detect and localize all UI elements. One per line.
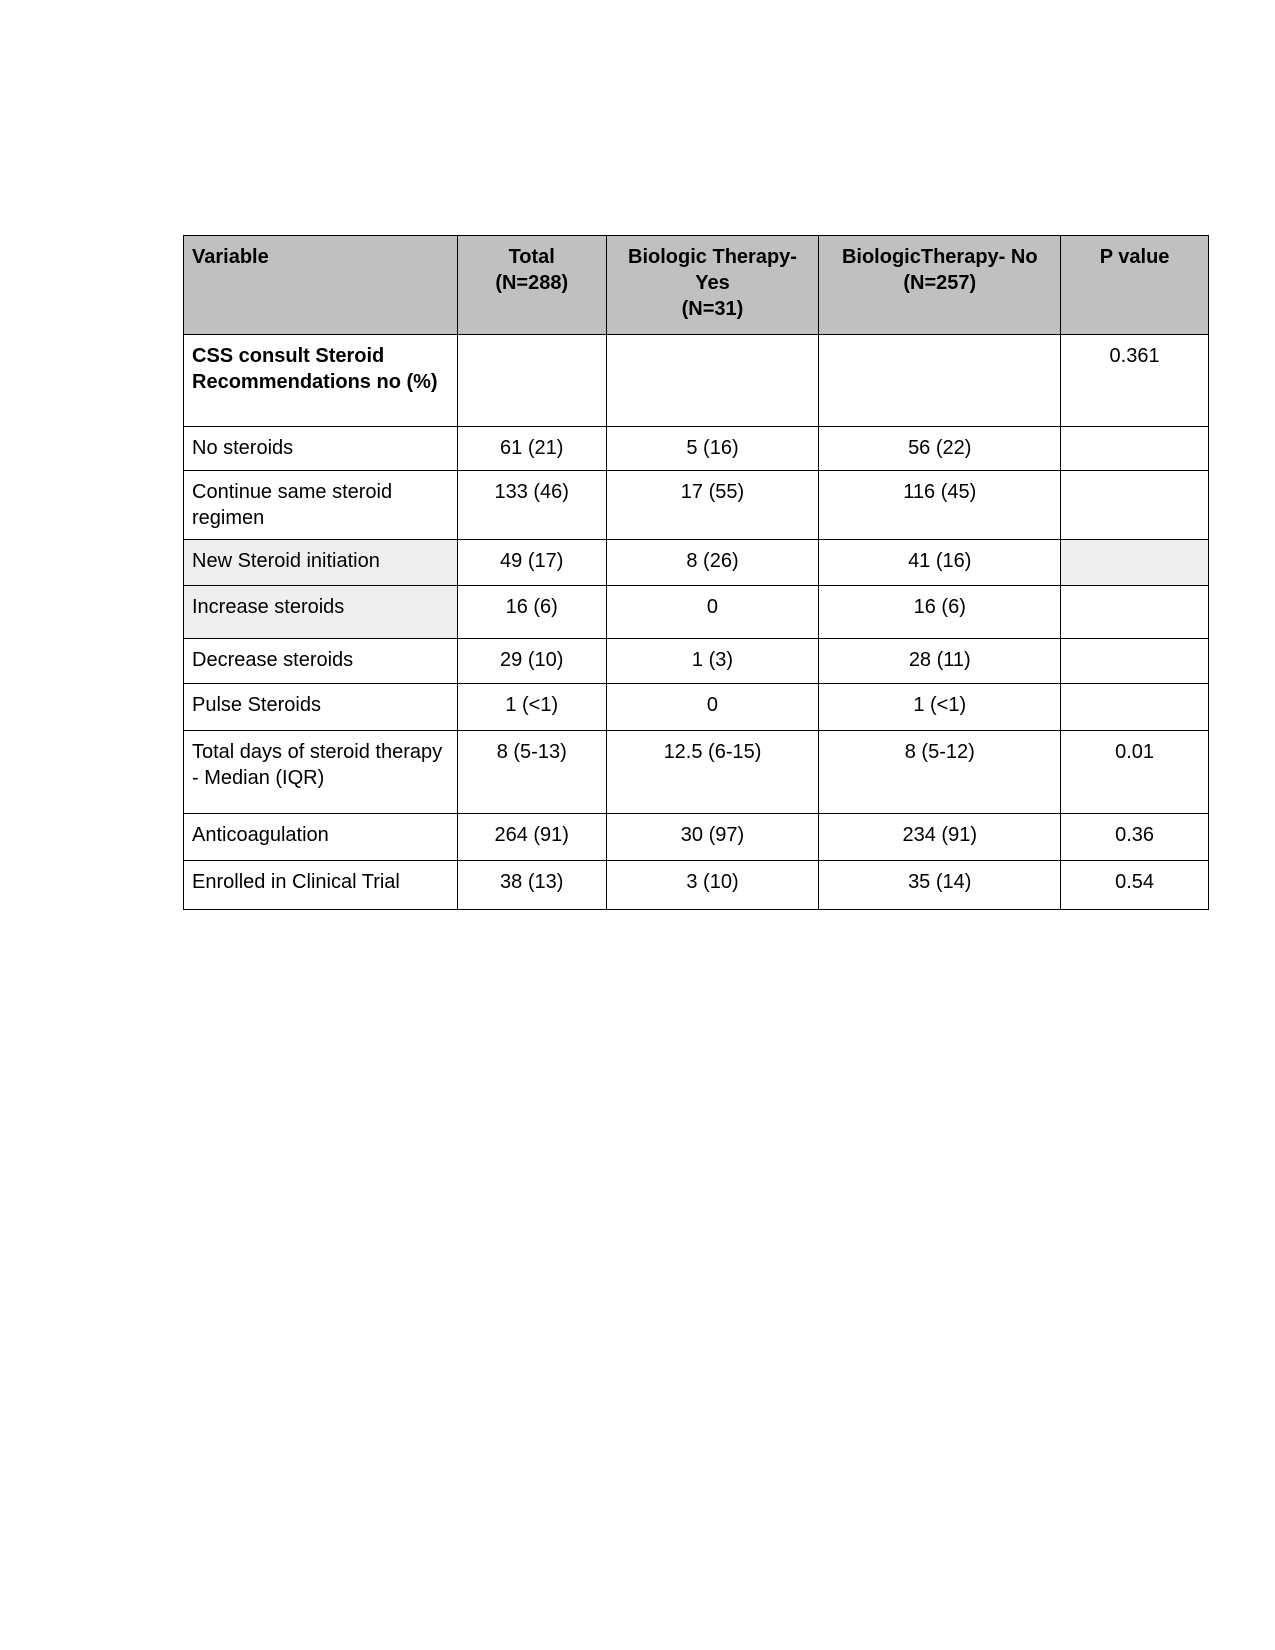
table-row	[184, 639, 1209, 684]
results-table	[183, 235, 1209, 910]
cell-no: 41 (16)	[819, 540, 1061, 586]
cell-total: 29 (10)	[457, 639, 606, 684]
cell-variable: No steroids	[184, 427, 458, 471]
cell-no: 1 (<1)	[819, 684, 1061, 731]
header-variable: Variable	[184, 236, 458, 335]
cell-p: 0.54	[1061, 861, 1209, 910]
table-row	[184, 540, 1209, 586]
cell-p	[1061, 586, 1209, 639]
cell-variable: Decrease steroids	[184, 639, 458, 684]
cell-total: 133 (46)	[457, 471, 606, 540]
table-row	[184, 684, 1209, 731]
cell-no: 56 (22)	[819, 427, 1061, 471]
cell-variable: New Steroid initiation	[184, 540, 458, 586]
header-biologic-no: BiologicTherapy- No (N=257)	[819, 236, 1061, 335]
header-biologic-yes: Biologic Therapy- Yes (N=31)	[606, 236, 819, 335]
cell-no: 28 (11)	[819, 639, 1061, 684]
table-row	[184, 814, 1209, 861]
cell-p	[1061, 639, 1209, 684]
cell-p	[1061, 427, 1209, 471]
cell-variable: Enrolled in Clinical Trial	[184, 861, 458, 910]
cell-yes: 12.5 (6-15)	[606, 731, 819, 814]
cell-total: 1 (<1)	[457, 684, 606, 731]
header-p-value: P value	[1061, 236, 1209, 335]
cell-no: 16 (6)	[819, 586, 1061, 639]
table-row	[184, 861, 1209, 910]
cell-yes: 0	[606, 684, 819, 731]
cell-total: 264 (91)	[457, 814, 606, 861]
cell-p: 0.361	[1061, 335, 1209, 427]
cell-yes: 30 (97)	[606, 814, 819, 861]
table-row	[184, 335, 1209, 427]
cell-p	[1061, 471, 1209, 540]
cell-total: 8 (5-13)	[457, 731, 606, 814]
cell-total: 61 (21)	[457, 427, 606, 471]
cell-no	[819, 335, 1061, 427]
cell-variable: CSS consult Steroid Recommendations no (%)	[184, 335, 458, 427]
header-row	[184, 236, 1209, 335]
cell-p	[1061, 540, 1209, 586]
cell-variable: Increase steroids	[184, 586, 458, 639]
cell-variable: Pulse Steroids	[184, 684, 458, 731]
cell-no: 234 (91)	[819, 814, 1061, 861]
cell-yes: 3 (10)	[606, 861, 819, 910]
cell-no: 35 (14)	[819, 861, 1061, 910]
table-row	[184, 731, 1209, 814]
cell-yes: 8 (26)	[606, 540, 819, 586]
cell-yes: 1 (3)	[606, 639, 819, 684]
cell-p	[1061, 684, 1209, 731]
table-row	[184, 586, 1209, 639]
cell-yes: 0	[606, 586, 819, 639]
cell-no: 8 (5-12)	[819, 731, 1061, 814]
cell-p: 0.36	[1061, 814, 1209, 861]
cell-yes	[606, 335, 819, 427]
cell-yes: 5 (16)	[606, 427, 819, 471]
table-row	[184, 427, 1209, 471]
cell-variable: Anticoagulation	[184, 814, 458, 861]
cell-total: 49 (17)	[457, 540, 606, 586]
table-row	[184, 471, 1209, 540]
header-total: Total (N=288)	[457, 236, 606, 335]
cell-total	[457, 335, 606, 427]
cell-variable: Total days of steroid therapy - Median (IQR)	[184, 731, 458, 814]
cell-p: 0.01	[1061, 731, 1209, 814]
cell-no: 116 (45)	[819, 471, 1061, 540]
cell-total: 38 (13)	[457, 861, 606, 910]
cell-variable: Continue same steroid regimen	[184, 471, 458, 540]
cell-total: 16 (6)	[457, 586, 606, 639]
cell-yes: 17 (55)	[606, 471, 819, 540]
